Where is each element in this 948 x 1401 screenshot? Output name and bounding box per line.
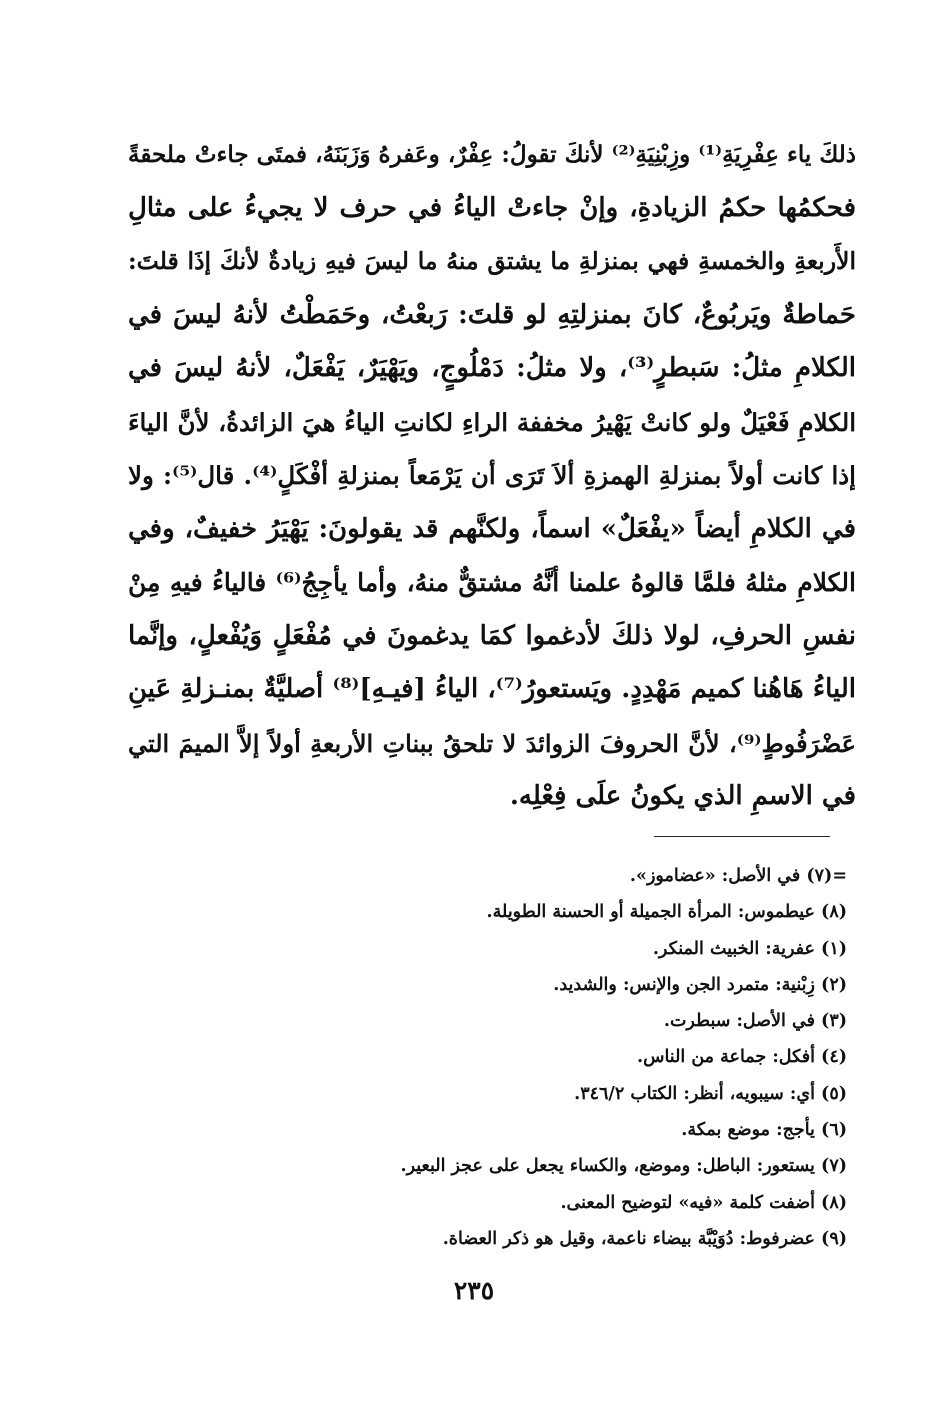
text-line: نفسِ الحرفِ، لولا ذلكَ لأدغموا كمَا يدغمونَ في مُفْعَلٍ وَيُفْعلٍ، وإنَّما [128, 620, 856, 651]
footnote: (١) عفرية: الخبيث المنكر. [652, 938, 847, 959]
text-line: في الاسمِ الذي يكونُ علَى فِعْلِه. [509, 781, 856, 811]
footnote: =(٧) في الأصل: «عضاموز». [629, 866, 847, 886]
footnote: (٨) عيطموس: المرأة الجميلة أو الحسنة الطويلة. [486, 902, 847, 923]
text-line: الكلامِ مثلُ: سَبطرٍ⁽³⁾، ولا مثلُ: دَمْلُوجٍ، ويَهْيَرٌ، يَفْعَلٌ، لأنهُ ليسَ في [128, 353, 856, 383]
footnote: (٣) في الأصل: سبطرت. [663, 1011, 847, 1032]
footnote: (٧) يستعور: الباطل: وموضع، والكساء يجعل على عجز البعير. [400, 1156, 847, 1177]
text-line: إذا كانت أولاً بمنزلةِ الهمزةِ ألاَ تَرَى أن يَرْمَعاً بمنزلةِ أفْكَلٍ⁽⁴⁾. قال⁽⁵⁾: ولا [128, 461, 856, 490]
footnote: (٩) عضرفوط: دُوَيْبَّة بيضاء ناعمة، وقيل هو ذكر العضاة. [442, 1228, 847, 1249]
text-line: في الكلامِ أيضاً «يفْعَلٌ» اسماً، ولكنَّهم قد يقولونَ: يَهْيَرُ خفيفٌ، وفي [128, 513, 856, 544]
text-line: حَماطةٌ ويَربُوعٌ، كانَ بمنزلتِهِ لو قلتَ: رَبعْتُ، وحَمَطْتُ لأنهُ ليسَ في [128, 299, 856, 330]
text-line: ذلكَ ياء عِفْرِيَةِ⁽¹⁾ وزِبْنِيَةِ⁽²⁾ لأنكَ تقولُ: عِفْرٌ، وعَفرهُ وَزَبَنَهُ، فمتَى جاءتْ ملحقةً [128, 141, 856, 168]
main-text-block [128, 128, 856, 824]
footnotes [200, 858, 847, 1257]
text-line: الكلامِ مثلهُ فلمَّا قالوهُ علمنا أنَّهُ مشتقٌّ منهُ، وأما يأجِجُ⁽⁶⁾ فالياءُ فيهِ مِنْ [128, 568, 856, 597]
text-line: الكلامِ فَعْيَلٌ ولو كانتْ يَهْيرُ مخففة الراءِ لكانتِ الياءُ هيَ الزائدةُ، لأنَّ الياءَ [128, 407, 856, 437]
footnote: (٥) أي: سيبويه، أنظر: الكتاب ٣٤٦/٢. [574, 1083, 847, 1104]
text-line: فحكمُها حكمُ الزيادةِ، وإنْ جاءتْ الياءُ في حرف لا يجيءُ على مثالِ [128, 192, 856, 223]
text-line: عَضْرَفُوطٍ⁽⁹⁾، لأنَّ الحروفَ الزوائدَ لا تلحقُ ببناتِ الأربعةِ أولاً إلاَّ الميمَ التي [128, 728, 856, 758]
footnote: (٤) أفكل: جماعة من الناس. [637, 1047, 847, 1068]
footnote-separator [654, 836, 830, 837]
footnote: (٦) يأجج: موضع بمكة. [681, 1120, 847, 1141]
page-number: ٢٣٥ [453, 1276, 495, 1305]
text-line: الأَربعةِ والخمسةِ فهي بمنزلةِ ما يشتق منهُ ما ليسَ فيهِ زيادةٌ لأنكَ إذَا قلتَ: [128, 247, 856, 275]
text-line: الياءُ هَاهُنا كميم مَهْدِدٍ. ويَستعورُ⁽⁷⁾، الياءُ [فيـهِ]⁽⁸⁾ أصليَّةٌ بمنـزلةِ عَينِ [128, 674, 856, 704]
footnote: (٢) زِبْنية: متمرد الجن والإنس: والشديد. [553, 974, 847, 995]
footnote: (٨) أضفت كلمة «فيه» لتوضيح المعنى. [560, 1192, 847, 1213]
